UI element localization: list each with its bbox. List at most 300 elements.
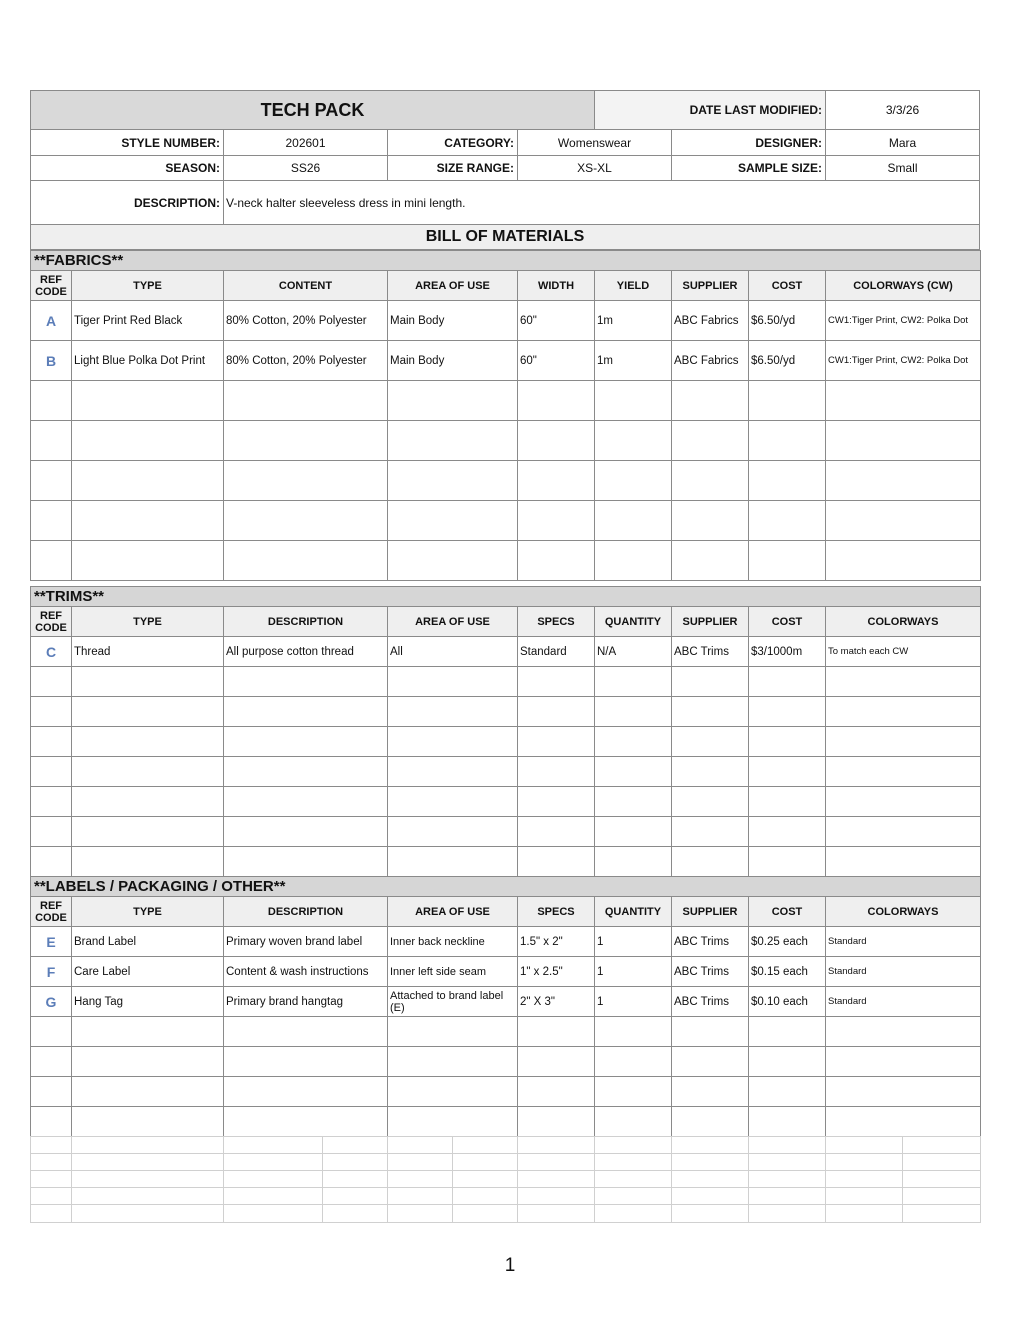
empty-grid-cell[interactable]: [452, 1136, 518, 1154]
date-modified-label: DATE LAST MODIFIED:: [594, 90, 826, 130]
sample-size-label: SAMPLE SIZE:: [671, 155, 826, 181]
fabrics-row-2-colorways[interactable]: CW1:Tiger Print, CW2: Polka Dot: [825, 340, 981, 381]
trims-row-2-area-of-use[interactable]: [387, 666, 518, 697]
trims-row-4-cost[interactable]: [748, 726, 826, 757]
labels-col-content-header: DESCRIPTION: [223, 896, 388, 927]
trims-row-4-yield[interactable]: [594, 726, 672, 757]
fabrics-row-6-content[interactable]: [223, 500, 388, 541]
labels-row-7-ref-code[interactable]: [30, 1106, 72, 1137]
fabrics-row-7-area-of-use[interactable]: [387, 540, 518, 581]
fabrics-row-1-yield[interactable]: 1m: [594, 300, 672, 341]
trims-row-3-yield[interactable]: [594, 696, 672, 727]
designer-label: DESIGNER:: [671, 129, 826, 156]
trims-row-6-yield[interactable]: [594, 786, 672, 817]
trims-row-7-supplier[interactable]: [671, 816, 749, 847]
fabrics-row-3-width[interactable]: [517, 380, 595, 421]
trims-row-5-width[interactable]: [517, 756, 595, 787]
labels-col-cost-header: COST: [748, 896, 826, 927]
trims-row-3-colorways[interactable]: [825, 696, 981, 727]
trims-row-2-yield[interactable]: [594, 666, 672, 697]
labels-row-6-supplier[interactable]: [671, 1076, 749, 1107]
trims-row-4-colorways[interactable]: [825, 726, 981, 757]
labels-row-4-cost[interactable]: [748, 1016, 826, 1047]
fabrics-row-2-yield[interactable]: 1m: [594, 340, 672, 381]
fabrics-row-5-supplier[interactable]: [671, 460, 749, 501]
empty-grid-cell[interactable]: [594, 1187, 672, 1205]
fabrics-row-1-area-of-use[interactable]: Main Body: [387, 300, 518, 341]
empty-grid-cell[interactable]: [452, 1153, 518, 1171]
fabrics-col-ref-code-header: REF CODE: [30, 270, 72, 301]
trims-col-supplier-header: SUPPLIER: [671, 606, 749, 637]
labels-row-1-area-of-use[interactable]: Inner back neckline: [387, 926, 518, 957]
trims-row-8-cost[interactable]: [748, 846, 826, 877]
trims-row-7-area-of-use[interactable]: [387, 816, 518, 847]
empty-grid-cell[interactable]: [322, 1153, 388, 1171]
fabrics-col-content-header: CONTENT: [223, 270, 388, 301]
empty-grid-cell[interactable]: [825, 1136, 903, 1154]
empty-grid-cell[interactable]: [30, 1187, 72, 1205]
labels-row-7-type[interactable]: [71, 1106, 224, 1137]
fabrics-row-6-supplier[interactable]: [671, 500, 749, 541]
empty-grid-cell[interactable]: [30, 1136, 72, 1154]
fabrics-row-1-type[interactable]: Tiger Print Red Black: [71, 300, 224, 341]
labels-row-6-ref-code[interactable]: [30, 1076, 72, 1107]
fabrics-row-3-type[interactable]: [71, 380, 224, 421]
description-label: DESCRIPTION:: [30, 180, 224, 225]
trims-row-1-supplier[interactable]: ABC Trims: [671, 636, 749, 667]
labels-row-7-supplier[interactable]: [671, 1106, 749, 1137]
empty-grid-cell[interactable]: [387, 1170, 453, 1188]
fabrics-row-4-supplier[interactable]: [671, 420, 749, 461]
fabrics-col-type-header: TYPE: [71, 270, 224, 301]
trims-row-1-content[interactable]: All purpose cotton thread: [223, 636, 388, 667]
empty-grid-cell[interactable]: [825, 1187, 903, 1205]
fabrics-row-3-colorways[interactable]: [825, 380, 981, 421]
fabrics-row-4-type[interactable]: [71, 420, 224, 461]
fabrics-row-2-ref-code[interactable]: B: [30, 340, 72, 381]
trims-row-6-ref-code[interactable]: [30, 786, 72, 817]
empty-grid-cell[interactable]: [223, 1136, 323, 1154]
trims-row-1-colorways[interactable]: To match each CW: [825, 636, 981, 667]
labels-row-7-width[interactable]: [517, 1106, 595, 1137]
labels-row-6-type[interactable]: [71, 1076, 224, 1107]
empty-grid-cell[interactable]: [452, 1170, 518, 1188]
trims-row-8-area-of-use[interactable]: [387, 846, 518, 877]
labels-row-4-type[interactable]: [71, 1016, 224, 1047]
fabrics-col-yield-header: YIELD: [594, 270, 672, 301]
fabrics-row-5-colorways[interactable]: [825, 460, 981, 501]
trims-row-6-area-of-use[interactable]: [387, 786, 518, 817]
labels-row-4-width[interactable]: [517, 1016, 595, 1047]
fabrics-row-6-width[interactable]: [517, 500, 595, 541]
labels-col-supplier-header: SUPPLIER: [671, 896, 749, 927]
labels-row-5-colorways[interactable]: [825, 1046, 981, 1077]
trims-row-6-supplier[interactable]: [671, 786, 749, 817]
trims-row-8-yield[interactable]: [594, 846, 672, 877]
empty-grid-cell[interactable]: [71, 1136, 224, 1154]
empty-grid-cell[interactable]: [517, 1153, 595, 1171]
labels-col-colorways-header: COLORWAYS: [825, 896, 981, 927]
trims-row-6-cost[interactable]: [748, 786, 826, 817]
trims-row-8-ref-code[interactable]: [30, 846, 72, 877]
category-label: CATEGORY:: [387, 129, 518, 156]
fabrics-row-7-ref-code[interactable]: [30, 540, 72, 581]
trims-row-5-content[interactable]: [223, 756, 388, 787]
trims-row-1-width[interactable]: Standard: [517, 636, 595, 667]
trims-row-6-colorways[interactable]: [825, 786, 981, 817]
labels-row-2-yield[interactable]: 1: [594, 956, 672, 987]
labels-row-6-content[interactable]: [223, 1076, 388, 1107]
fabrics-row-6-area-of-use[interactable]: [387, 500, 518, 541]
trims-row-2-supplier[interactable]: [671, 666, 749, 697]
labels-row-2-colorways[interactable]: Standard: [825, 956, 981, 987]
trims-row-7-ref-code[interactable]: [30, 816, 72, 847]
empty-grid-cell[interactable]: [902, 1170, 981, 1188]
empty-grid-cell[interactable]: [223, 1153, 323, 1171]
labels-row-1-yield[interactable]: 1: [594, 926, 672, 957]
trims-row-5-cost[interactable]: [748, 756, 826, 787]
labels-row-7-yield[interactable]: [594, 1106, 672, 1137]
empty-grid-cell[interactable]: [748, 1136, 826, 1154]
labels-row-6-cost[interactable]: [748, 1076, 826, 1107]
empty-grid-cell[interactable]: [902, 1187, 981, 1205]
labels-row-2-content[interactable]: Content & wash instructions: [223, 956, 388, 987]
empty-grid-cell[interactable]: [322, 1204, 388, 1223]
fabrics-row-4-ref-code[interactable]: [30, 420, 72, 461]
labels-row-7-area-of-use[interactable]: [387, 1106, 518, 1137]
labels-row-4-area-of-use[interactable]: [387, 1016, 518, 1047]
fabrics-row-6-yield[interactable]: [594, 500, 672, 541]
trims-row-3-ref-code[interactable]: [30, 696, 72, 727]
empty-grid-cell[interactable]: [902, 1136, 981, 1154]
trims-row-2-cost[interactable]: [748, 666, 826, 697]
trims-row-4-type[interactable]: [71, 726, 224, 757]
labels-row-7-cost[interactable]: [748, 1106, 826, 1137]
empty-grid-cell[interactable]: [594, 1136, 672, 1154]
labels-row-3-cost[interactable]: $0.10 each: [748, 986, 826, 1017]
empty-grid-cell[interactable]: [30, 1204, 72, 1223]
trims-row-8-colorways[interactable]: [825, 846, 981, 877]
labels-row-3-colorways[interactable]: Standard: [825, 986, 981, 1017]
sample-size-value[interactable]: Small: [825, 155, 980, 181]
empty-grid-cell[interactable]: [517, 1170, 595, 1188]
labels-row-5-width[interactable]: [517, 1046, 595, 1077]
fabrics-row-4-area-of-use[interactable]: [387, 420, 518, 461]
labels-row-3-type[interactable]: Hang Tag: [71, 986, 224, 1017]
trims-row-7-type[interactable]: [71, 816, 224, 847]
trims-row-2-width[interactable]: [517, 666, 595, 697]
labels-col-area-of-use-header: AREA OF USE: [387, 896, 518, 927]
empty-grid-cell[interactable]: [387, 1187, 453, 1205]
fabrics-row-6-cost[interactable]: [748, 500, 826, 541]
fabrics-row-1-width[interactable]: 60": [517, 300, 595, 341]
fabrics-row-7-colorways[interactable]: [825, 540, 981, 581]
fabrics-row-3-yield[interactable]: [594, 380, 672, 421]
trims-row-1-cost[interactable]: $3/1000m: [748, 636, 826, 667]
trims-row-2-type[interactable]: [71, 666, 224, 697]
fabrics-row-1-colorways[interactable]: CW1:Tiger Print, CW2: Polka Dot: [825, 300, 981, 341]
labels-row-1-ref-code[interactable]: E: [30, 926, 72, 957]
trims-row-5-ref-code[interactable]: [30, 756, 72, 787]
fabrics-row-6-colorways[interactable]: [825, 500, 981, 541]
fabrics-row-3-ref-code[interactable]: [30, 380, 72, 421]
labels-row-4-yield[interactable]: [594, 1016, 672, 1047]
empty-grid-cell[interactable]: [322, 1187, 388, 1205]
trims-row-8-width[interactable]: [517, 846, 595, 877]
fabrics-row-5-yield[interactable]: [594, 460, 672, 501]
empty-grid-cell[interactable]: [748, 1170, 826, 1188]
labels-col-yield-header: QUANTITY: [594, 896, 672, 927]
trims-col-colorways-header: COLORWAYS: [825, 606, 981, 637]
trims-section-title: **TRIMS**: [30, 586, 981, 607]
fabrics-row-5-width[interactable]: [517, 460, 595, 501]
empty-grid-cell[interactable]: [30, 1170, 72, 1188]
date-modified-value[interactable]: 3/3/26: [825, 90, 980, 130]
fabrics-row-7-type[interactable]: [71, 540, 224, 581]
empty-grid-cell[interactable]: [902, 1204, 981, 1223]
trims-row-7-content[interactable]: [223, 816, 388, 847]
labels-row-6-colorways[interactable]: [825, 1076, 981, 1107]
fabrics-row-2-cost[interactable]: $6.50/yd: [748, 340, 826, 381]
empty-grid-cell[interactable]: [223, 1187, 323, 1205]
labels-row-6-yield[interactable]: [594, 1076, 672, 1107]
season-value[interactable]: SS26: [223, 155, 388, 181]
empty-grid-cell[interactable]: [517, 1187, 595, 1205]
trims-row-5-area-of-use[interactable]: [387, 756, 518, 787]
fabrics-row-1-ref-code[interactable]: A: [30, 300, 72, 341]
fabrics-row-6-type[interactable]: [71, 500, 224, 541]
fabrics-row-5-ref-code[interactable]: [30, 460, 72, 501]
empty-grid-cell[interactable]: [671, 1204, 749, 1223]
labels-row-2-supplier[interactable]: ABC Trims: [671, 956, 749, 987]
labels-row-2-width[interactable]: 1" x 2.5": [517, 956, 595, 987]
trims-col-area-of-use-header: AREA OF USE: [387, 606, 518, 637]
trims-row-1-area-of-use[interactable]: All: [387, 636, 518, 667]
empty-grid-cell[interactable]: [594, 1204, 672, 1223]
fabrics-row-6-ref-code[interactable]: [30, 500, 72, 541]
empty-grid-cell[interactable]: [748, 1153, 826, 1171]
trims-row-3-cost[interactable]: [748, 696, 826, 727]
labels-row-2-area-of-use[interactable]: Inner left side seam: [387, 956, 518, 987]
fabrics-row-5-cost[interactable]: [748, 460, 826, 501]
labels-row-7-content[interactable]: [223, 1106, 388, 1137]
empty-grid-cell[interactable]: [223, 1170, 323, 1188]
labels-row-1-content[interactable]: Primary woven brand label: [223, 926, 388, 957]
labels-col-type-header: TYPE: [71, 896, 224, 927]
fabrics-row-1-content[interactable]: 80% Cotton, 20% Polyester: [223, 300, 388, 341]
labels-row-5-content[interactable]: [223, 1046, 388, 1077]
fabrics-row-5-type[interactable]: [71, 460, 224, 501]
labels-row-4-ref-code[interactable]: [30, 1016, 72, 1047]
trims-row-2-ref-code[interactable]: [30, 666, 72, 697]
empty-grid-cell[interactable]: [902, 1153, 981, 1171]
labels-row-1-type[interactable]: Brand Label: [71, 926, 224, 957]
trims-row-4-width[interactable]: [517, 726, 595, 757]
fabrics-row-3-area-of-use[interactable]: [387, 380, 518, 421]
trims-row-6-width[interactable]: [517, 786, 595, 817]
trims-row-3-area-of-use[interactable]: [387, 696, 518, 727]
fabrics-row-2-type[interactable]: Light Blue Polka Dot Print: [71, 340, 224, 381]
trims-row-3-type[interactable]: [71, 696, 224, 727]
labels-row-1-supplier[interactable]: ABC Trims: [671, 926, 749, 957]
labels-row-6-width[interactable]: [517, 1076, 595, 1107]
labels-row-3-area-of-use[interactable]: Attached to brand label (E): [387, 986, 518, 1017]
description-value[interactable]: V-neck halter sleeveless dress in mini length.: [223, 180, 980, 225]
empty-grid-cell[interactable]: [517, 1136, 595, 1154]
empty-grid-cell[interactable]: [71, 1187, 224, 1205]
trims-row-2-colorways[interactable]: [825, 666, 981, 697]
fabrics-row-4-yield[interactable]: [594, 420, 672, 461]
labels-row-3-ref-code[interactable]: G: [30, 986, 72, 1017]
labels-row-5-cost[interactable]: [748, 1046, 826, 1077]
bom-title: BILL OF MATERIALS: [30, 224, 980, 250]
empty-grid-cell[interactable]: [594, 1170, 672, 1188]
trims-row-2-content[interactable]: [223, 666, 388, 697]
empty-grid-cell[interactable]: [452, 1204, 518, 1223]
empty-grid-cell[interactable]: [671, 1170, 749, 1188]
labels-row-6-area-of-use[interactable]: [387, 1076, 518, 1107]
trims-row-8-type[interactable]: [71, 846, 224, 877]
size-range-value[interactable]: XS-XL: [517, 155, 672, 181]
fabrics-row-4-content[interactable]: [223, 420, 388, 461]
empty-grid-cell[interactable]: [30, 1153, 72, 1171]
empty-grid-cell[interactable]: [71, 1204, 224, 1223]
empty-grid-cell[interactable]: [322, 1136, 388, 1154]
fabrics-row-1-supplier[interactable]: ABC Fabrics: [671, 300, 749, 341]
trims-col-content-header: DESCRIPTION: [223, 606, 388, 637]
trims-row-4-content[interactable]: [223, 726, 388, 757]
empty-grid-cell[interactable]: [387, 1204, 453, 1223]
trims-row-7-yield[interactable]: [594, 816, 672, 847]
trims-col-ref-code-header: REF CODE: [30, 606, 72, 637]
fabrics-row-2-content[interactable]: 80% Cotton, 20% Polyester: [223, 340, 388, 381]
fabrics-row-2-supplier[interactable]: ABC Fabrics: [671, 340, 749, 381]
empty-grid-cell[interactable]: [825, 1153, 903, 1171]
labels-row-5-type[interactable]: [71, 1046, 224, 1077]
labels-row-4-content[interactable]: [223, 1016, 388, 1047]
trims-row-1-type[interactable]: Thread: [71, 636, 224, 667]
labels-row-3-content[interactable]: Primary brand hangtag: [223, 986, 388, 1017]
labels-row-5-supplier[interactable]: [671, 1046, 749, 1077]
style-number-value[interactable]: 202601: [223, 129, 388, 156]
trims-row-5-colorways[interactable]: [825, 756, 981, 787]
fabrics-row-7-yield[interactable]: [594, 540, 672, 581]
labels-row-1-colorways[interactable]: Standard: [825, 926, 981, 957]
empty-grid-cell[interactable]: [748, 1204, 826, 1223]
labels-row-3-width[interactable]: 2" X 3": [517, 986, 595, 1017]
fabrics-row-2-width[interactable]: 60": [517, 340, 595, 381]
labels-row-5-area-of-use[interactable]: [387, 1046, 518, 1077]
page-title: TECH PACK: [30, 90, 595, 130]
empty-grid-cell[interactable]: [671, 1187, 749, 1205]
labels-row-3-supplier[interactable]: ABC Trims: [671, 986, 749, 1017]
trims-row-3-width[interactable]: [517, 696, 595, 727]
empty-grid-cell[interactable]: [517, 1204, 595, 1223]
fabrics-row-5-area-of-use[interactable]: [387, 460, 518, 501]
trims-col-yield-header: QUANTITY: [594, 606, 672, 637]
fabrics-row-7-cost[interactable]: [748, 540, 826, 581]
fabrics-row-7-content[interactable]: [223, 540, 388, 581]
trims-row-7-width[interactable]: [517, 816, 595, 847]
labels-row-7-colorways[interactable]: [825, 1106, 981, 1137]
empty-grid-cell[interactable]: [387, 1153, 453, 1171]
empty-grid-cell[interactable]: [71, 1170, 224, 1188]
empty-grid-cell[interactable]: [825, 1204, 903, 1223]
trims-row-7-cost[interactable]: [748, 816, 826, 847]
fabrics-row-7-width[interactable]: [517, 540, 595, 581]
labels-row-1-width[interactable]: 1.5" x 2": [517, 926, 595, 957]
labels-row-5-yield[interactable]: [594, 1046, 672, 1077]
trims-row-1-yield[interactable]: N/A: [594, 636, 672, 667]
trims-row-6-type[interactable]: [71, 786, 224, 817]
trims-row-5-supplier[interactable]: [671, 756, 749, 787]
trims-row-3-content[interactable]: [223, 696, 388, 727]
labels-section-title: **LABELS / PACKAGING / OTHER**: [30, 876, 981, 897]
trims-row-7-colorways[interactable]: [825, 816, 981, 847]
trims-row-4-area-of-use[interactable]: [387, 726, 518, 757]
trims-row-3-supplier[interactable]: [671, 696, 749, 727]
empty-grid-cell[interactable]: [387, 1136, 453, 1154]
fabrics-row-3-supplier[interactable]: [671, 380, 749, 421]
style-number-label: STYLE NUMBER:: [30, 129, 224, 156]
fabrics-row-3-content[interactable]: [223, 380, 388, 421]
trims-row-4-ref-code[interactable]: [30, 726, 72, 757]
labels-row-5-ref-code[interactable]: [30, 1046, 72, 1077]
trims-col-cost-header: COST: [748, 606, 826, 637]
empty-grid-cell[interactable]: [452, 1187, 518, 1205]
fabrics-row-7-supplier[interactable]: [671, 540, 749, 581]
empty-grid-cell[interactable]: [223, 1204, 323, 1223]
fabrics-section-title: **FABRICS**: [30, 250, 981, 271]
fabrics-row-5-content[interactable]: [223, 460, 388, 501]
empty-grid-cell[interactable]: [825, 1170, 903, 1188]
fabrics-row-4-cost[interactable]: [748, 420, 826, 461]
empty-grid-cell[interactable]: [322, 1170, 388, 1188]
labels-row-2-cost[interactable]: $0.15 each: [748, 956, 826, 987]
labels-row-2-type[interactable]: Care Label: [71, 956, 224, 987]
fabrics-col-width-header: WIDTH: [517, 270, 595, 301]
empty-grid-cell[interactable]: [594, 1153, 672, 1171]
trims-row-4-supplier[interactable]: [671, 726, 749, 757]
category-value[interactable]: Womenswear: [517, 129, 672, 156]
fabrics-row-1-cost[interactable]: $6.50/yd: [748, 300, 826, 341]
fabrics-row-2-area-of-use[interactable]: Main Body: [387, 340, 518, 381]
fabrics-row-4-colorways[interactable]: [825, 420, 981, 461]
trims-row-5-type[interactable]: [71, 756, 224, 787]
empty-grid-cell[interactable]: [71, 1153, 224, 1171]
labels-row-4-supplier[interactable]: [671, 1016, 749, 1047]
fabrics-row-4-width[interactable]: [517, 420, 595, 461]
trims-row-8-content[interactable]: [223, 846, 388, 877]
labels-col-width-header: SPECS: [517, 896, 595, 927]
trims-col-width-header: SPECS: [517, 606, 595, 637]
empty-grid-cell[interactable]: [671, 1153, 749, 1171]
labels-row-4-colorways[interactable]: [825, 1016, 981, 1047]
labels-row-2-ref-code[interactable]: F: [30, 956, 72, 987]
size-range-label: SIZE RANGE:: [387, 155, 518, 181]
empty-grid-cell[interactable]: [748, 1187, 826, 1205]
trims-row-8-supplier[interactable]: [671, 846, 749, 877]
empty-grid-cell[interactable]: [671, 1136, 749, 1154]
trims-row-6-content[interactable]: [223, 786, 388, 817]
trims-row-1-ref-code[interactable]: C: [30, 636, 72, 667]
designer-value[interactable]: Mara: [825, 129, 980, 156]
trims-row-5-yield[interactable]: [594, 756, 672, 787]
fabrics-row-3-cost[interactable]: [748, 380, 826, 421]
labels-row-1-cost[interactable]: $0.25 each: [748, 926, 826, 957]
labels-row-3-yield[interactable]: 1: [594, 986, 672, 1017]
page-number: 1: [504, 1255, 516, 1276]
